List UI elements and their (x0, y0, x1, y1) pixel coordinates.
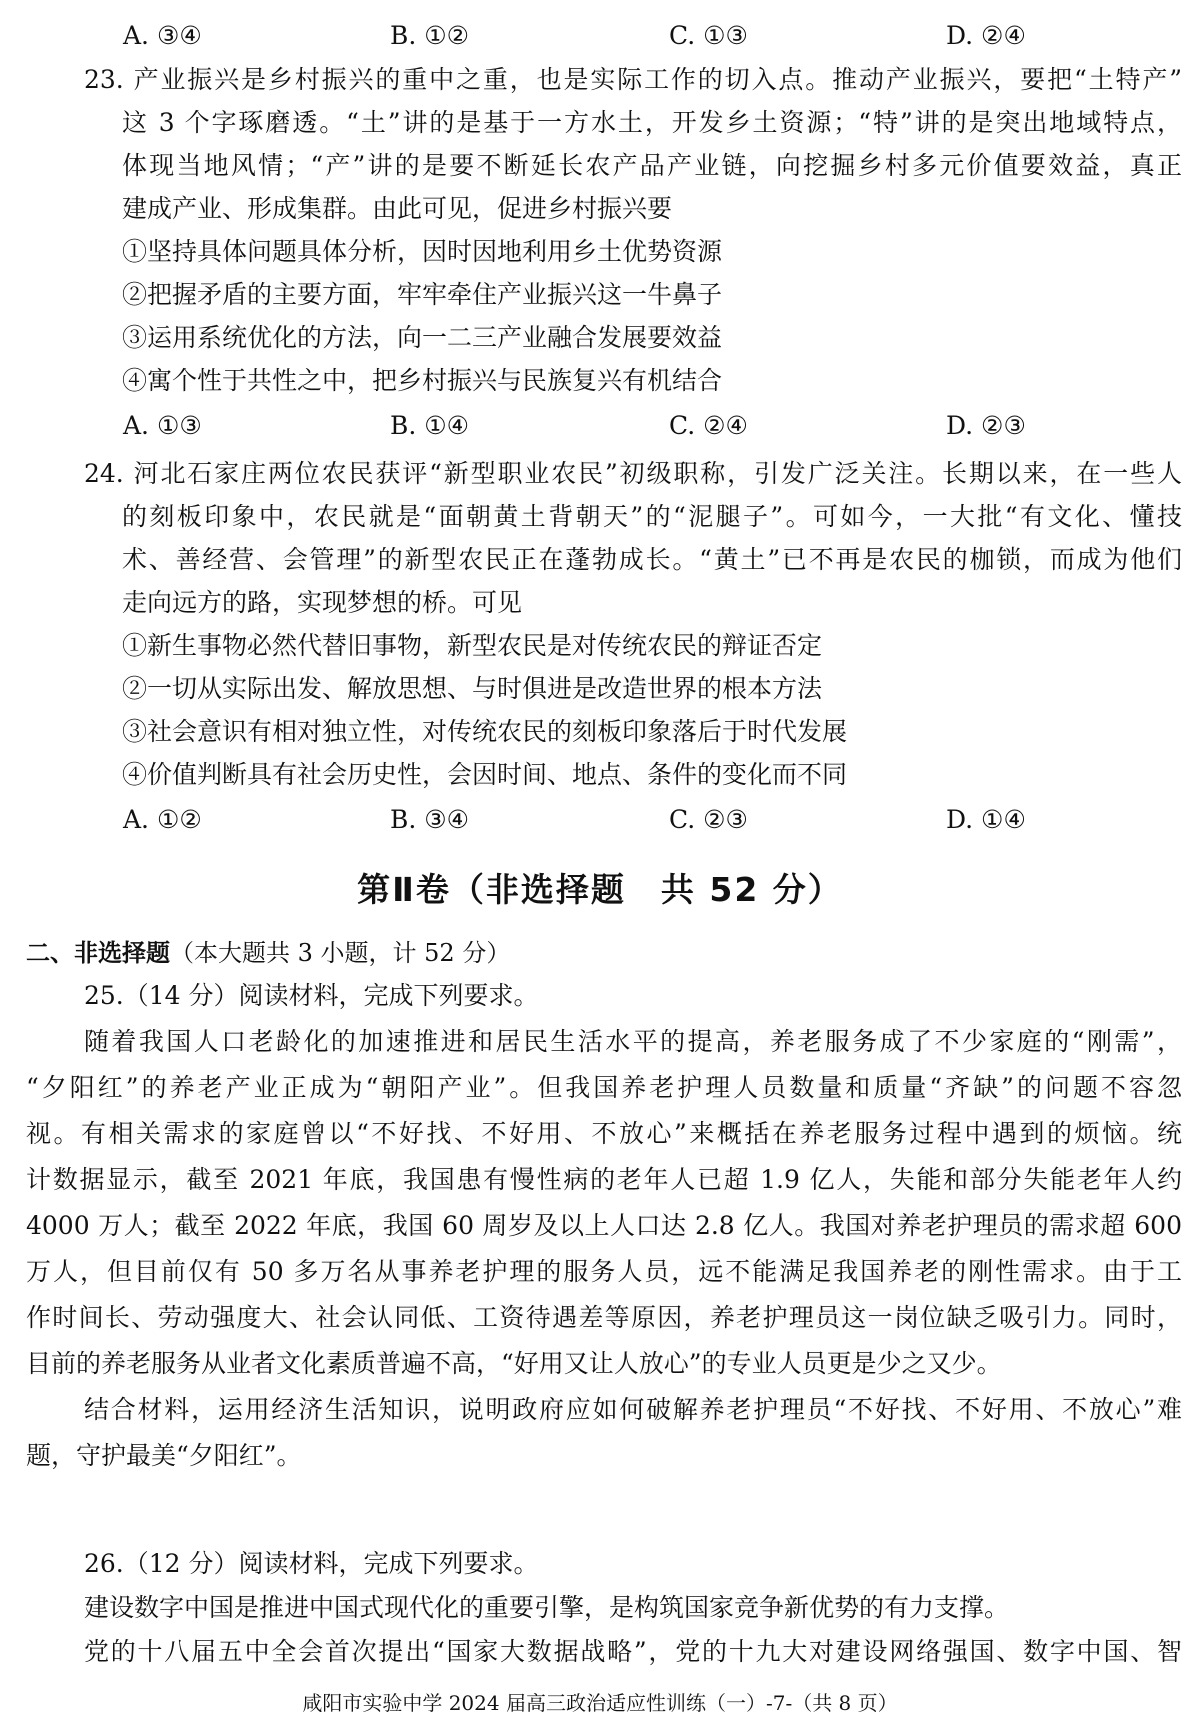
q25-material-line: 目前的养老服务从业者文化素质普遍不高，“好用又让人放心”的专业人员更是少之又少。 (26, 1349, 1002, 1378)
q22-option-c: C. ①③ (669, 21, 748, 50)
q26-title: 26.（12 分）阅读材料，完成下列要求。 (84, 1549, 539, 1578)
q24-item-4: ④价值判断具有社会历史性，会因时间、地点、条件的变化而不同 (122, 760, 848, 789)
q24-stem-line: 的刻板印象中，农民就是“面朝黄土背朝天”的“泥腿子”。可如今，一大批“有文化、懂技 (122, 502, 1182, 531)
q24-option-c: C. ②③ (669, 805, 748, 834)
q26-material-line: 党的十八届五中全会首次提出“国家大数据战略”，党的十九大对建设网络强国、数字中国、智 (84, 1637, 1182, 1666)
page-footer: 咸阳市实验中学 2024 届高三政治适应性训练（一）-7-（共 8 页） (302, 1691, 898, 1715)
section-header-label: 二、非选择题 (26, 939, 170, 967)
q24-stem-line: 走向远方的路，实现梦想的桥。可见 (122, 588, 523, 617)
q24-item-3: ③社会意识有相对独立性，对传统农民的刻板印象落后于时代发展 (122, 717, 848, 746)
q23-option-d: D. ②③ (946, 411, 1026, 440)
q24-stem-line: 术、善经营、会管理”的新型农民正在蓬勃成长。“黄土”已不再是农民的枷锁，而成为他们 (122, 545, 1182, 574)
q25-question-line: 结合材料，运用经济生活知识，说明政府应如何破解养老护理员“不好找、不好用、不放心”难 (84, 1395, 1182, 1424)
q23-option-a: A. ①③ (123, 411, 202, 440)
q23-stem-line: 这 3 个字琢磨透。“土”讲的是基于一方水土，开发乡土资源；“特”讲的是突出地域特点， (122, 108, 1182, 137)
q26-material-line: 建设数字中国是推进中国式现代化的重要引擎，是构筑国家竞争新优势的有力支撑。 (84, 1593, 1010, 1622)
section-header (26, 937, 510, 969)
q24-option-d: D. ①④ (946, 805, 1026, 834)
section-header-detail: （本大题共 3 小题，计 52 分） (170, 939, 511, 967)
q25-material-line: 作时间长、劳动强度大、社会认同低、工资待遇差等原因，养老护理员这一岗位缺乏吸引力。同时， (26, 1303, 1182, 1332)
q23-item-2: ②把握矛盾的主要方面，牢牢牵住产业振兴这一牛鼻子 (122, 280, 723, 309)
q25-material-line: 万人，但目前仅有 50 多万名从事养老护理的服务人员，远不能满足我国养老的刚性需求。由于工 (26, 1257, 1182, 1286)
q23-stem-line: 23. 产业振兴是乡村振兴的重中之重，也是实际工作的切入点。推动产业振兴，要把“土特产” (84, 65, 1182, 94)
q23-stem-line: 体现当地风情；“产”讲的是要不断延长农产品产业链，向挖掘乡村多元价值要效益，真正 (122, 151, 1182, 180)
section-title: 第Ⅱ卷（非选择题 共 52 分） (357, 870, 843, 909)
q24-item-1: ①新生事物必然代替旧事物，新型农民是对传统农民的辩证否定 (122, 631, 823, 660)
q23-option-b: B. ①④ (390, 411, 470, 440)
q25-material-line: 视。有相关需求的家庭曾以“不好找、不好用、不放心”来概括在养老服务过程中遇到的烦恼。统 (26, 1119, 1182, 1148)
q25-material-line: “夕阳红”的养老产业正成为“朝阳产业”。但我国养老护理人员数量和质量“齐缺”的问题不容忽 (26, 1073, 1182, 1102)
q22-option-d: D. ②④ (946, 21, 1026, 50)
q23-item-1: ①坚持具体问题具体分析，因时因地利用乡土优势资源 (122, 237, 723, 266)
q23-stem-line: 建成产业、形成集群。由此可见，促进乡村振兴要 (122, 194, 673, 223)
q23-item-4: ④寓个性于共性之中，把乡村振兴与民族复兴有机结合 (122, 366, 723, 395)
q22-option-a: A. ③④ (123, 21, 202, 50)
q24-option-a: A. ①② (123, 805, 202, 834)
q25-material-line: 计数据显示，截至 2021 年底，我国患有慢性病的老年人已超 1.9 亿人，失能和部分失能老年人约 (26, 1165, 1182, 1194)
q25-question-line: 题，守护最美“夕阳红”。 (26, 1441, 302, 1470)
q24-item-2: ②一切从实际出发、解放思想、与时俱进是改造世界的根本方法 (122, 674, 823, 703)
q25-title: 25.（14 分）阅读材料，完成下列要求。 (84, 981, 539, 1010)
q24-option-b: B. ③④ (390, 805, 470, 834)
q22-option-b: B. ①② (390, 21, 470, 50)
q23-option-c: C. ②④ (669, 411, 748, 440)
q25-material-line: 4000 万人；截至 2022 年底，我国 60 周岁及以上人口达 2.8 亿人。我国对养老护理员的需求超 600 (26, 1211, 1182, 1240)
q23-item-3: ③运用系统优化的方法，向一二三产业融合发展要效益 (122, 323, 723, 352)
q25-material-line: 随着我国人口老龄化的加速推进和居民生活水平的提高，养老服务成了不少家庭的“刚需”， (84, 1027, 1182, 1056)
q24-stem-line: 24. 河北石家庄两位农民获评“新型职业农民”初级职称，引发广泛关注。长期以来，在一些人 (84, 459, 1182, 488)
